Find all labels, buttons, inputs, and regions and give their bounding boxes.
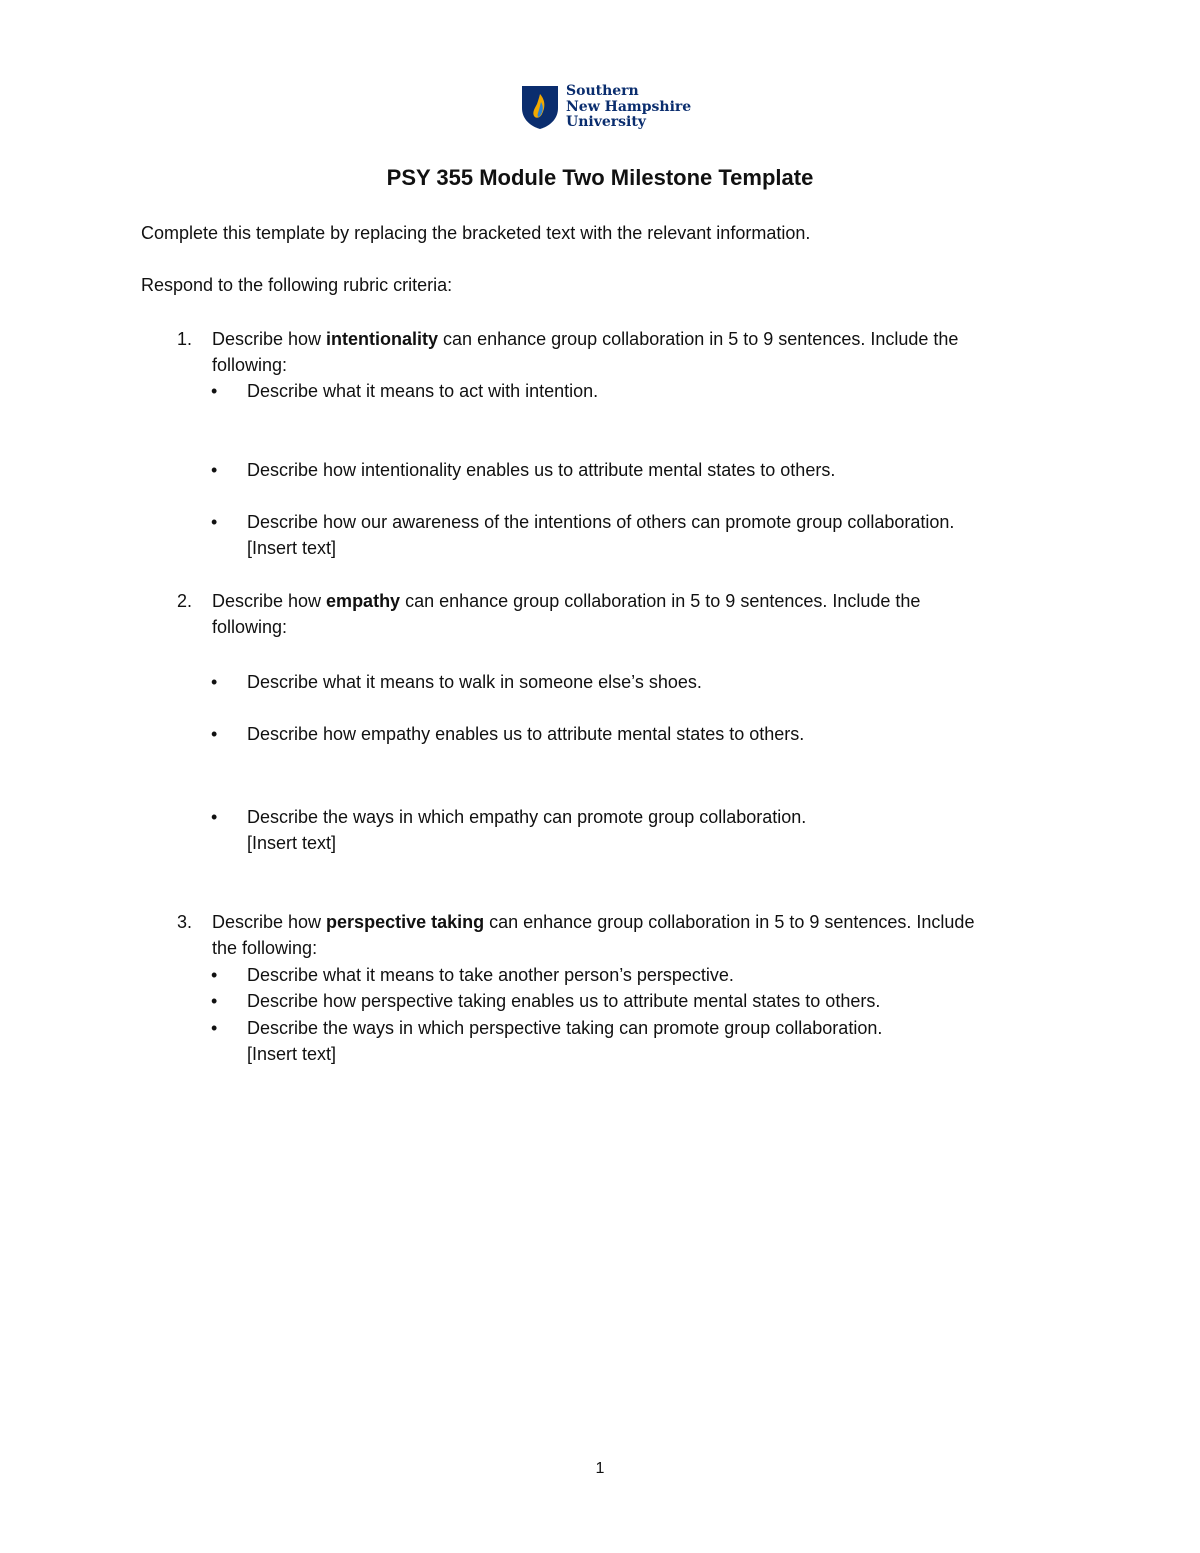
bullet-icon: • — [211, 672, 218, 692]
insert-text-placeholder: [Insert text] — [247, 833, 337, 853]
bullet-item — [211, 457, 1071, 483]
logo-line-2: New Hampshire — [566, 98, 692, 115]
bullet-icon: • — [211, 512, 218, 532]
item-keyword: intentionality — [326, 329, 439, 349]
bullet-item — [211, 804, 1071, 856]
bullet-text: Describe what it means to take another person’s perspective. — [247, 965, 734, 985]
bullet-icon: • — [211, 991, 218, 1011]
bullet-icon: • — [211, 381, 218, 401]
criteria-item-2 — [141, 588, 1061, 640]
item-keyword: perspective taking — [326, 912, 485, 932]
item-line-2: following: — [212, 617, 288, 637]
item-suffix: can enhance group collaboration in 5 to 9 sentences. Include the — [438, 329, 959, 349]
shield-flame-icon — [520, 84, 560, 130]
logo-line-1: Southern — [566, 83, 639, 99]
document-title: PSY 355 Module Two Milestone Template — [386, 165, 814, 190]
bullet-item — [211, 509, 1071, 561]
bullet-text: Describe what it means to act with intention. — [247, 381, 599, 401]
intro-paragraph: Complete this template by replacing the bracketed text with the relevant information. — [141, 223, 811, 243]
bullet-item — [211, 721, 1071, 747]
bullet-text: Describe how intentionality enables us to attribute mental states to others. — [247, 460, 836, 480]
bullet-item — [211, 1015, 1071, 1067]
item-prefix: Describe how — [212, 329, 327, 349]
bullet-text: Describe what it means to walk in someone else’s shoes. — [247, 672, 702, 692]
bullet-text: Describe the ways in which empathy can promote group collaboration. — [247, 807, 807, 827]
item-number: 3. — [177, 912, 193, 932]
criteria-item-3 — [141, 909, 1061, 961]
bullet-icon: • — [211, 965, 218, 985]
item-prefix: Describe how — [212, 912, 327, 932]
logo-line-3: University — [566, 114, 646, 130]
item-line-2: the following: — [212, 938, 318, 958]
bullet-item — [211, 378, 1071, 404]
page-number: 1 — [595, 1460, 605, 1477]
bullet-icon: • — [211, 724, 218, 744]
item-prefix: Describe how — [212, 591, 327, 611]
respond-paragraph: Respond to the following rubric criteria: — [141, 275, 453, 295]
criteria-item-1 — [141, 326, 1061, 378]
bullet-item — [211, 988, 1071, 1014]
insert-text-placeholder: [Insert text] — [247, 1044, 337, 1064]
item-line-2: following: — [212, 355, 288, 375]
insert-text-placeholder: [Insert text] — [247, 538, 337, 558]
item-number: 1. — [177, 329, 193, 349]
item-number: 2. — [177, 591, 193, 611]
bullet-text: Describe the ways in which perspective taking can promote group collaboration. — [247, 1018, 883, 1038]
snhu-logo — [520, 84, 690, 132]
bullet-icon: • — [211, 807, 218, 827]
bullet-text: Describe how our awareness of the intentions of others can promote group collaboration. — [247, 512, 955, 532]
bullet-text: Describe how empathy enables us to attribute mental states to others. — [247, 724, 805, 744]
bullet-item — [211, 669, 1071, 695]
bullet-item — [211, 962, 1071, 988]
logo-wordmark — [566, 84, 691, 131]
item-keyword: empathy — [326, 591, 401, 611]
item-suffix: can enhance group collaboration in 5 to 9 sentences. Include the — [400, 591, 921, 611]
item-suffix: can enhance group collaboration in 5 to 9 sentences. Include — [484, 912, 975, 932]
bullet-text: Describe how perspective taking enables us to attribute mental states to others. — [247, 991, 881, 1011]
bullet-icon: • — [211, 460, 218, 480]
bullet-icon: • — [211, 1018, 218, 1038]
